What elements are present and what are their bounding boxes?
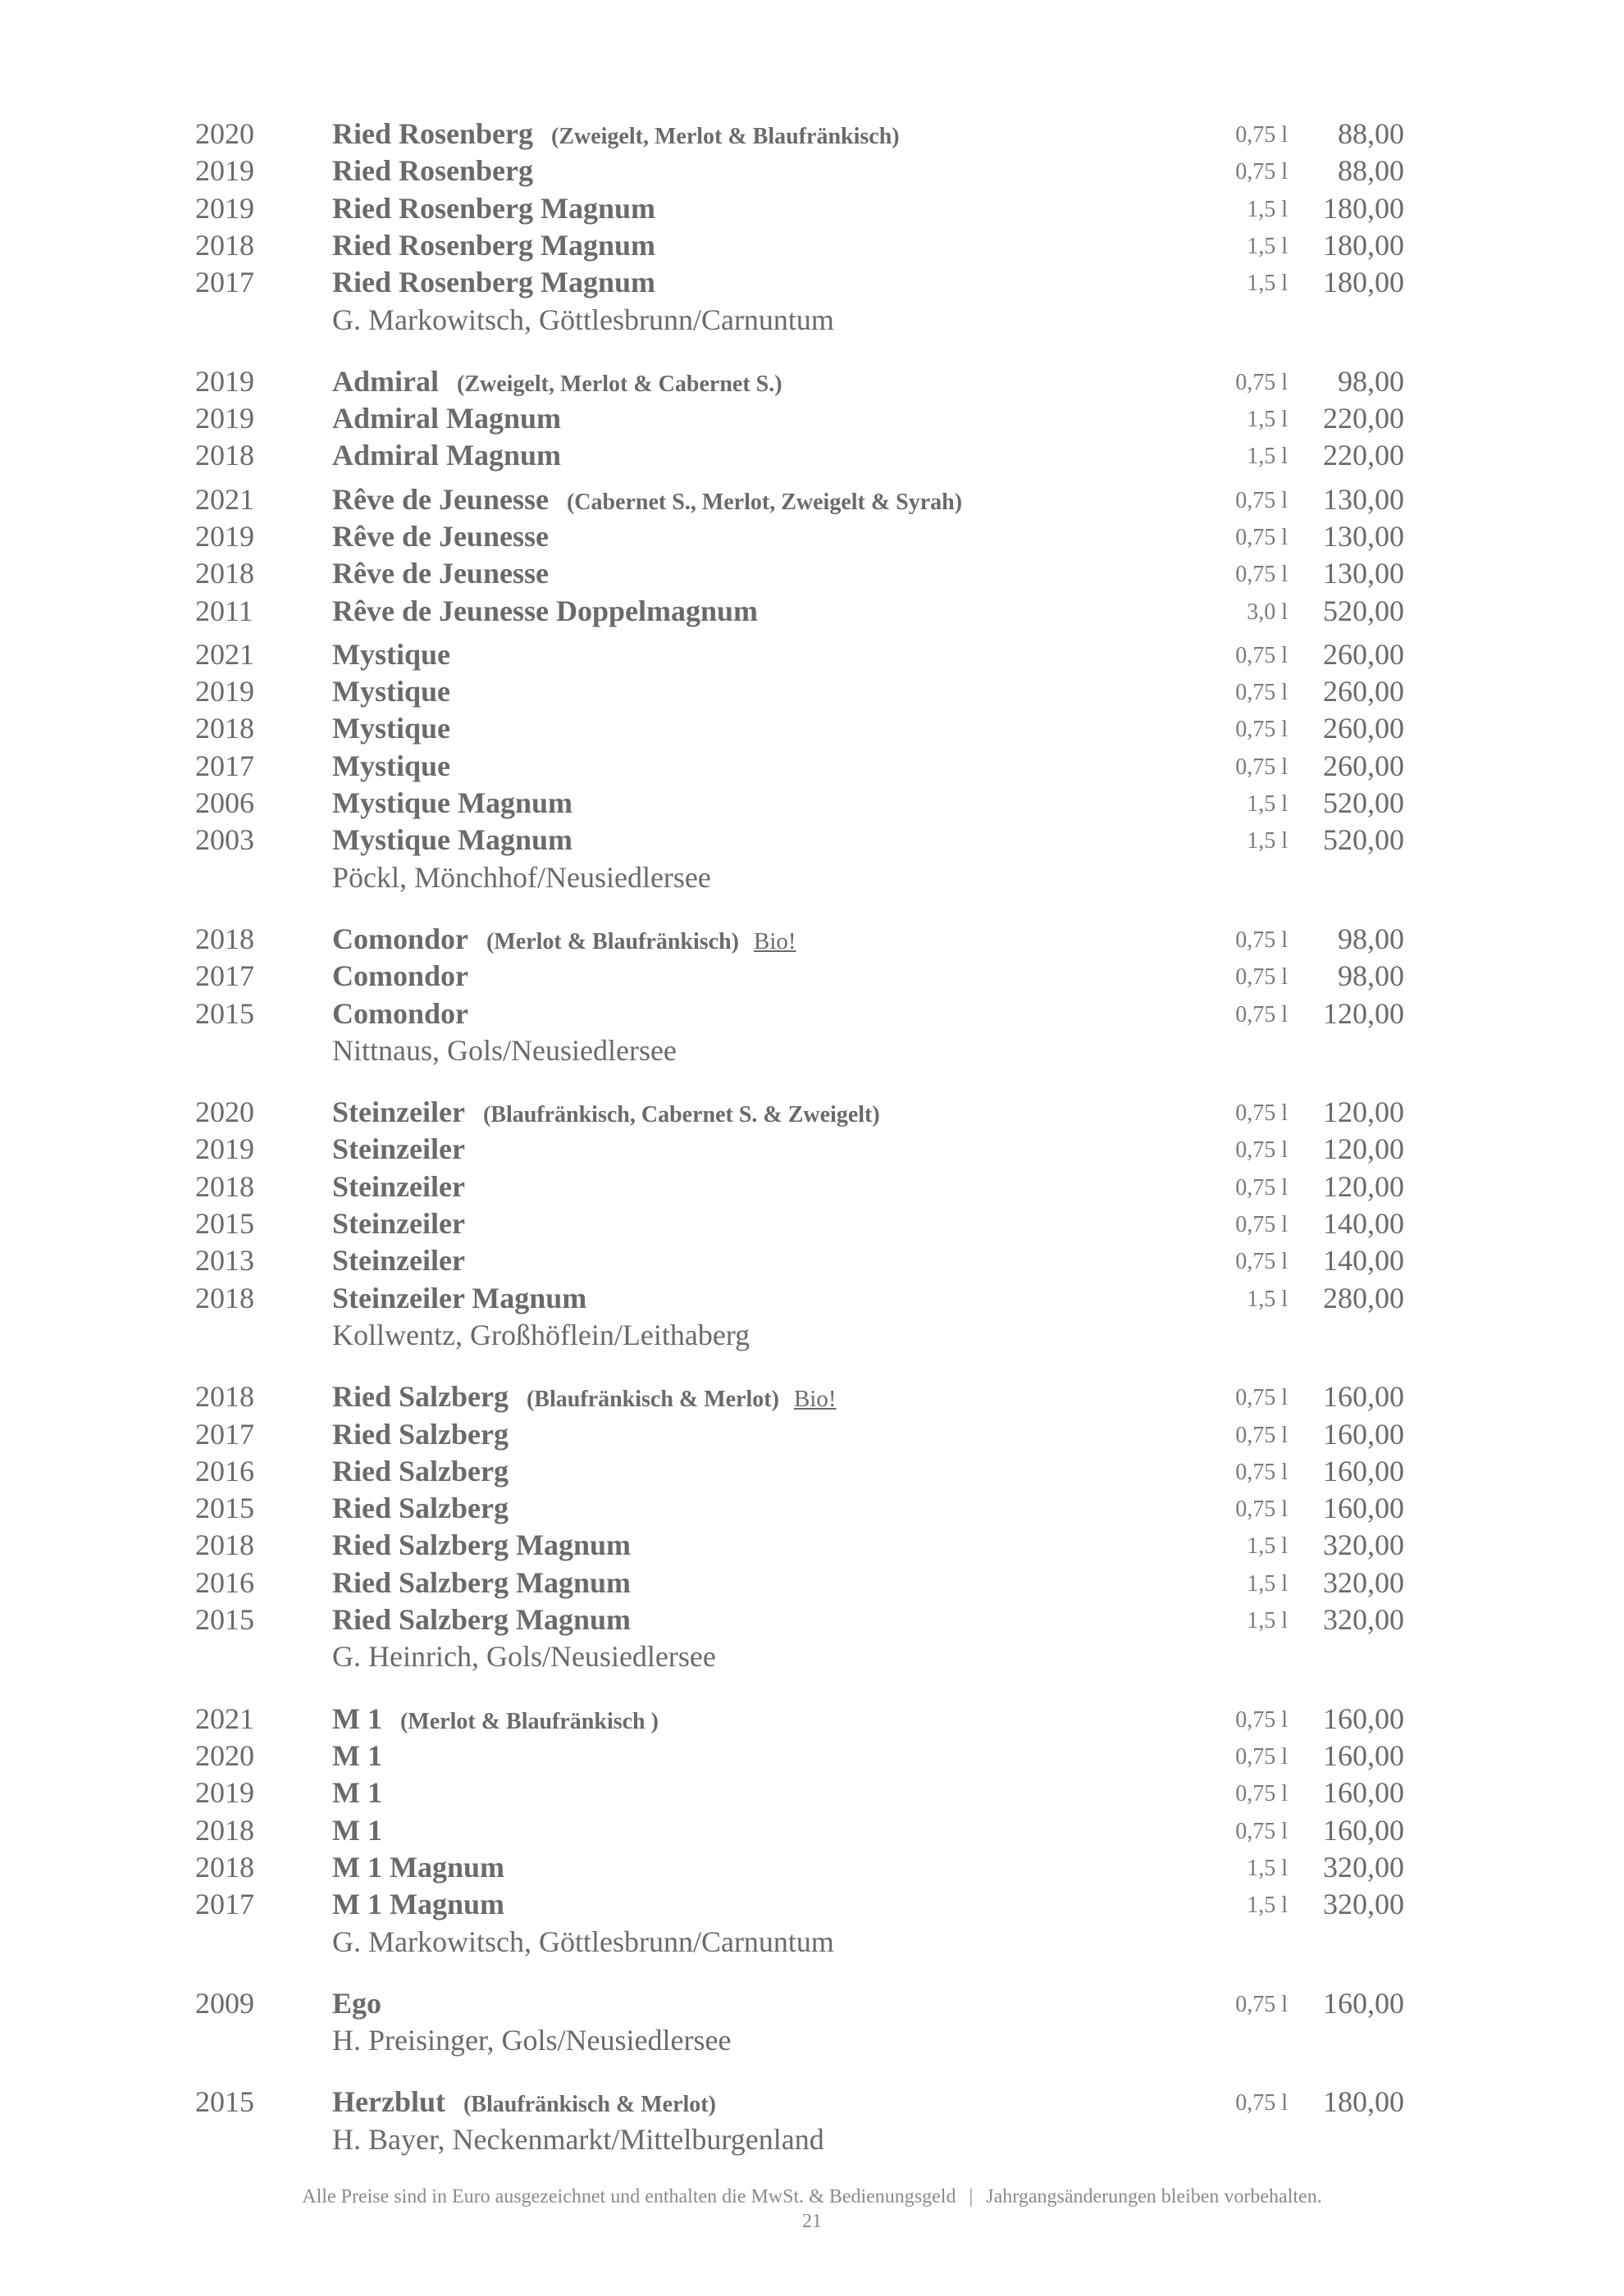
wine-name-cell: [332, 1984, 381, 2022]
wine-vintage: 2017: [195, 266, 254, 298]
wine-vintage: 2019: [195, 520, 254, 553]
wine-price: 160,00: [1323, 1380, 1404, 1413]
wine-price: 220,00: [1323, 402, 1404, 435]
wine-entry: [0, 1700, 1624, 1738]
wine-vintage: 2015: [195, 1603, 254, 1636]
wine-name-cell: [332, 1130, 465, 1168]
bottle-volume: 1,5 l: [1247, 234, 1288, 259]
bio-badge: Bio!: [753, 928, 796, 954]
wine-vintage: 2019: [195, 154, 254, 187]
wine-name-cell: [332, 1415, 509, 1453]
wine-vintage: 2015: [195, 1207, 254, 1240]
wine-name: Rêve de Jeunesse Doppelmagnum: [332, 594, 758, 627]
grape-varieties: (Merlot & Blaufränkisch): [486, 929, 739, 954]
wine-name: Ried Salzberg Magnum: [332, 1528, 631, 1561]
wine-entry: [0, 1205, 1624, 1242]
bottle-volume: 1,5 l: [1247, 197, 1288, 222]
bottle-volume: 0,75 l: [1235, 680, 1288, 705]
wine-name-cell: [332, 481, 962, 522]
bottle-volume: 0,75 l: [1235, 1175, 1288, 1200]
wine-vintage: 2018: [195, 439, 254, 472]
wine-vintage: 2003: [195, 823, 254, 856]
bottle-volume: 0,75 l: [1235, 1707, 1288, 1733]
bottle-volume: 0,75 l: [1235, 1496, 1288, 1522]
wine-vintage: 2018: [195, 1814, 254, 1847]
wine-entry: [0, 1984, 1624, 2022]
wine-price: 98,00: [1338, 959, 1404, 992]
wine-price: 260,00: [1323, 712, 1404, 745]
bottle-volume: 0,75 l: [1235, 1002, 1288, 1027]
wine-vintage: 2019: [195, 365, 254, 398]
wine-name: Ego: [332, 1987, 382, 2020]
wine-name: Steinzeiler: [332, 1132, 465, 1165]
wine-price: 88,00: [1338, 117, 1404, 150]
bottle-volume: 0,75 l: [1235, 643, 1288, 668]
wine-entry: [0, 1130, 1624, 1168]
wine-vintage: 2009: [195, 1987, 254, 2020]
wine-entry: [0, 517, 1624, 555]
bottle-volume: 0,75 l: [1235, 122, 1288, 148]
wine-name-cell: [332, 554, 549, 592]
wine-vintage: 2006: [195, 786, 254, 819]
wine-name-cell: [332, 1452, 509, 1490]
bottle-volume: 0,75 l: [1235, 1744, 1288, 1770]
grape-varieties: (Cabernet S., Merlot, Zweigelt & Syrah): [566, 490, 963, 515]
wine-price: 320,00: [1323, 1851, 1404, 1884]
wine-vintage: 2016: [195, 1566, 254, 1599]
wine-name: Ried Rosenberg Magnum: [332, 266, 655, 298]
bottle-volume: 0,75 l: [1235, 370, 1288, 395]
wine-name-cell: [332, 1279, 586, 1317]
wine-name: M 1 Magnum: [332, 1888, 504, 1920]
wine-price: 120,00: [1323, 1132, 1404, 1165]
wine-price: 160,00: [1323, 1702, 1404, 1735]
wine-entry: [0, 1774, 1624, 1811]
wine-name: Mystique: [332, 675, 450, 708]
wine-name: Ried Salzberg: [332, 1380, 509, 1413]
wine-price: 98,00: [1338, 922, 1404, 955]
wine-name-cell: [332, 1564, 631, 1601]
wine-price: 260,00: [1323, 749, 1404, 782]
producer-line: G. Markowitsch, Göttlesbrunn/Carnuntum: [332, 1925, 834, 1958]
wine-price: 320,00: [1323, 1566, 1404, 1599]
grape-varieties: (Blaufränkisch & Merlot): [526, 1387, 779, 1412]
wine-name-cell: [332, 957, 468, 995]
bottle-volume: 1,5 l: [1247, 791, 1288, 817]
bottle-volume: 0,75 l: [1235, 1781, 1288, 1806]
wine-name: Ried Salzberg Magnum: [332, 1603, 631, 1636]
wine-price: 260,00: [1323, 675, 1404, 708]
wine-name: Ried Salzberg: [332, 1455, 509, 1487]
wine-price: 320,00: [1323, 1603, 1404, 1636]
wine-vintage: 2017: [195, 959, 254, 992]
wine-name: M 1: [332, 1702, 382, 1735]
wine-name-cell: [332, 636, 450, 673]
wine-name: Mystique: [332, 638, 450, 671]
wine-entry: [0, 1601, 1624, 1638]
wine-name: Mystique Magnum: [332, 786, 573, 819]
wine-entry: [0, 784, 1624, 822]
wine-price: 130,00: [1323, 520, 1404, 553]
footer-disclaimer: [0, 2184, 1624, 2209]
wine-price: 140,00: [1323, 1244, 1404, 1277]
wine-vintage: 2017: [195, 749, 254, 782]
bottle-volume: 0,75 l: [1235, 1423, 1288, 1448]
wine-price: 120,00: [1323, 997, 1404, 1030]
wine-price: 180,00: [1323, 192, 1404, 225]
wine-name: Steinzeiler: [332, 1096, 465, 1128]
wine-name: Steinzeiler: [332, 1244, 465, 1277]
bottle-volume: 0,75 l: [1235, 1212, 1288, 1237]
wine-entry: [0, 672, 1624, 710]
wine-name: M 1: [332, 1776, 382, 1809]
wine-name-cell: [332, 2083, 716, 2124]
wine-entry: [0, 1241, 1624, 1279]
wine-entry: [0, 1093, 1624, 1131]
wine-entry: [0, 709, 1624, 747]
producer-line: Pöckl, Mönchhof/Neusiedlersee: [332, 861, 711, 894]
wine-name: Steinzeiler Magnum: [332, 1282, 587, 1314]
wine-price: 280,00: [1323, 1282, 1404, 1314]
bottle-volume: 0,75 l: [1235, 1137, 1288, 1163]
wine-vintage: 2018: [195, 557, 254, 590]
bottle-volume: 0,75 l: [1235, 1385, 1288, 1410]
producer-line: H. Bayer, Neckenmarkt/Mittelburgenland: [332, 2123, 824, 2156]
wine-vintage: 2021: [195, 1702, 254, 1735]
wine-name-cell: [332, 1241, 465, 1279]
wine-price: 160,00: [1323, 1492, 1404, 1524]
wine-name-cell: [332, 1489, 509, 1527]
bottle-volume: 1,5 l: [1247, 407, 1288, 432]
wine-name-cell: [332, 747, 450, 785]
producer-line: G. Markowitsch, Göttlesbrunn/Carnuntum: [332, 303, 834, 336]
wine-entry: [0, 592, 1624, 630]
wine-price: 98,00: [1338, 365, 1404, 398]
wine-vintage: 2020: [195, 117, 254, 150]
bottle-volume: 1,5 l: [1247, 444, 1288, 469]
bottle-volume: 1,5 l: [1247, 1287, 1288, 1312]
wine-price: 180,00: [1323, 266, 1404, 298]
grape-varieties: (Zweigelt, Merlot & Blaufränkisch): [551, 124, 900, 149]
wine-price: 160,00: [1323, 1776, 1404, 1809]
wine-entry: [0, 1811, 1624, 1849]
wine-entry: [0, 1737, 1624, 1774]
wine-price: 520,00: [1323, 594, 1404, 627]
bottle-volume: 3,0 l: [1247, 599, 1288, 625]
wine-name: Comondor: [332, 997, 469, 1030]
wine-name-cell: [332, 1168, 465, 1205]
wine-entry: [0, 747, 1624, 785]
wine-vintage: 2017: [195, 1888, 254, 1920]
wine-name: Comondor: [332, 959, 469, 992]
wine-entry: [0, 115, 1624, 153]
wine-vintage: 2019: [195, 1776, 254, 1809]
wine-name-cell: [332, 1774, 382, 1811]
grape-varieties: (Merlot & Blaufränkisch ): [399, 1709, 659, 1734]
wine-entry: [0, 554, 1624, 592]
wine-price: 160,00: [1323, 1814, 1404, 1847]
wine-name: Comondor: [332, 922, 469, 955]
wine-name-cell: [332, 1205, 465, 1242]
bottle-volume: 0,75 l: [1235, 1249, 1288, 1274]
wine-name: Admiral: [332, 365, 439, 398]
wine-name: Ried Rosenberg Magnum: [332, 192, 655, 225]
wine-entry: [0, 399, 1624, 437]
wine-price: 520,00: [1323, 786, 1404, 819]
wine-vintage: 2019: [195, 675, 254, 708]
wine-entry: [0, 362, 1624, 400]
wine-entry: [0, 152, 1624, 189]
wine-name-cell: [332, 1885, 504, 1923]
wine-price: 220,00: [1323, 439, 1404, 472]
wine-price: 130,00: [1323, 483, 1404, 516]
wine-price: 160,00: [1323, 1987, 1404, 2020]
wine-name-cell: [332, 226, 655, 264]
wine-name: M 1: [332, 1739, 382, 1772]
bottle-volume: 1,5 l: [1247, 271, 1288, 296]
wine-entry: [0, 1279, 1624, 1317]
footer-separator: |: [969, 2186, 974, 2207]
wine-name: Admiral Magnum: [332, 402, 561, 435]
wine-entry: [0, 636, 1624, 673]
wine-name-cell: [332, 821, 573, 859]
grape-varieties: (Blaufränkisch & Merlot): [463, 2092, 716, 2117]
wine-name-cell: [332, 1700, 659, 1741]
wine-name-cell: [332, 1848, 504, 1886]
wine-name-cell: [332, 592, 758, 630]
wine-name: Mystique: [332, 749, 450, 782]
wine-name: Mystique: [332, 712, 450, 745]
footer-price-note: Alle Preise sind in Euro ausgezeichnet und enthalten die MwSt. & Bedienungsgeld: [302, 2186, 956, 2207]
bottle-volume: 1,5 l: [1247, 1856, 1288, 1881]
wine-name-cell: [332, 152, 533, 189]
wine-vintage: 2015: [195, 2085, 254, 2118]
wine-price: 130,00: [1323, 557, 1404, 590]
wine-entry: [0, 263, 1624, 301]
wine-vintage: 2018: [195, 1282, 254, 1314]
wine-vintage: 2018: [195, 1380, 254, 1413]
wine-name: Herzblut: [332, 2085, 445, 2118]
producer-line: Kollwentz, Großhöflein/Leithaberg: [332, 1319, 750, 1351]
wine-price: 88,00: [1338, 154, 1404, 187]
wine-name: Ried Salzberg Magnum: [332, 1566, 631, 1599]
bottle-volume: 0,75 l: [1235, 2090, 1288, 2116]
wine-name: Rêve de Jeunesse: [332, 557, 549, 590]
bottle-volume: 1,5 l: [1247, 828, 1288, 854]
wine-vintage: 2018: [195, 1528, 254, 1561]
wine-name-cell: [332, 1093, 880, 1134]
wine-vintage: 2021: [195, 638, 254, 671]
bottle-volume: 0,75 l: [1235, 1819, 1288, 1844]
wine-name-cell: [332, 672, 450, 710]
wine-vintage: 2017: [195, 1418, 254, 1451]
wine-entry: [0, 995, 1624, 1032]
bottle-volume: 0,75 l: [1235, 488, 1288, 513]
bottle-volume: 0,75 l: [1235, 1992, 1288, 2017]
producer-line: Nittnaus, Gols/Neusiedlersee: [332, 1034, 677, 1067]
producer-line: H. Preisinger, Gols/Neusiedlersee: [332, 2024, 732, 2057]
wine-name-cell: [332, 1526, 631, 1564]
wine-vintage: 2018: [195, 712, 254, 745]
wine-price: 260,00: [1323, 638, 1404, 671]
wine-price: 160,00: [1323, 1418, 1404, 1451]
producer-line: G. Heinrich, Gols/Neusiedlersee: [332, 1640, 716, 1673]
wine-price: 520,00: [1323, 823, 1404, 856]
wine-price: 120,00: [1323, 1096, 1404, 1128]
wine-name-cell: [332, 517, 549, 555]
wine-name-cell: [332, 189, 655, 227]
footer-vintage-note: Jahrgangsänderungen bleiben vorbehalten.: [986, 2186, 1322, 2207]
wine-vintage: 2013: [195, 1244, 254, 1277]
wine-vintage: 2018: [195, 922, 254, 955]
bottle-volume: 0,75 l: [1235, 927, 1288, 953]
bottle-volume: 0,75 l: [1235, 525, 1288, 550]
bottle-volume: 0,75 l: [1235, 1460, 1288, 1485]
wine-price: 160,00: [1323, 1455, 1404, 1487]
wine-entry: [0, 821, 1624, 859]
wine-name: Admiral Magnum: [332, 439, 561, 472]
wine-name-cell: [332, 436, 561, 474]
wine-name-cell: [332, 709, 450, 747]
wine-vintage: 2015: [195, 997, 254, 1030]
bottle-volume: 1,5 l: [1247, 1571, 1288, 1597]
wine-entry: [0, 1168, 1624, 1205]
wine-price: 120,00: [1323, 1170, 1404, 1203]
wine-name: Ried Rosenberg: [332, 154, 533, 187]
wine-price: 140,00: [1323, 1207, 1404, 1240]
wine-name-cell: [332, 399, 561, 437]
bottle-volume: 0,75 l: [1235, 159, 1288, 184]
wine-entry: [0, 1452, 1624, 1490]
wine-entry: [0, 2083, 1624, 2121]
wine-price: 160,00: [1323, 1739, 1404, 1772]
bottle-volume: 0,75 l: [1235, 562, 1288, 587]
wine-name: Rêve de Jeunesse: [332, 520, 549, 553]
wine-entry: [0, 226, 1624, 264]
wine-vintage: 2016: [195, 1455, 254, 1487]
wine-vintage: 2011: [195, 594, 253, 627]
wine-name: Steinzeiler: [332, 1207, 465, 1240]
grape-varieties: (Zweigelt, Merlot & Cabernet S.): [457, 371, 782, 397]
wine-name-cell: [332, 784, 573, 822]
wine-name: Mystique Magnum: [332, 823, 573, 856]
wine-name-cell: [332, 1811, 382, 1849]
wine-vintage: 2018: [195, 229, 254, 262]
bottle-volume: 0,75 l: [1235, 754, 1288, 780]
page-number: 21: [802, 2211, 822, 2232]
wine-price: 180,00: [1323, 2085, 1404, 2118]
wine-name-cell: [332, 920, 796, 961]
wine-vintage: 2020: [195, 1739, 254, 1772]
grape-varieties: (Blaufränkisch, Cabernet S. & Zweigelt): [482, 1102, 880, 1128]
bottle-volume: 1,5 l: [1247, 1893, 1288, 1918]
wine-entry: [0, 1564, 1624, 1601]
wine-vintage: 2019: [195, 192, 254, 225]
bottle-volume: 1,5 l: [1247, 1608, 1288, 1633]
wine-entry: [0, 1848, 1624, 1886]
bottle-volume: 0,75 l: [1235, 964, 1288, 990]
wine-name: M 1 Magnum: [332, 1851, 504, 1884]
wine-entry: [0, 481, 1624, 518]
wine-name: Ried Rosenberg Magnum: [332, 229, 655, 262]
wine-name-cell: [332, 1378, 837, 1419]
wine-entry: [0, 189, 1624, 227]
wine-name: Ried Rosenberg: [332, 117, 533, 150]
wine-entry: [0, 1378, 1624, 1415]
wine-vintage: 2018: [195, 1170, 254, 1203]
wine-price: 320,00: [1323, 1888, 1404, 1920]
wine-name: Rêve de Jeunesse: [332, 483, 549, 516]
wine-entry: [0, 1415, 1624, 1453]
wine-entry: [0, 920, 1624, 958]
wine-name: Ried Salzberg: [332, 1492, 509, 1524]
wine-name-cell: [332, 362, 782, 403]
wine-vintage: 2019: [195, 1132, 254, 1165]
wine-entry: [0, 1885, 1624, 1923]
wine-price: 180,00: [1323, 229, 1404, 262]
wine-vintage: 2021: [195, 483, 254, 516]
wine-name-cell: [332, 115, 900, 156]
wine-name-cell: [332, 1601, 631, 1638]
bottle-volume: 1,5 l: [1247, 1533, 1288, 1559]
wine-name: Ried Salzberg: [332, 1418, 509, 1451]
bio-badge: Bio!: [793, 1386, 837, 1412]
bottle-volume: 0,75 l: [1235, 717, 1288, 742]
wine-price: 320,00: [1323, 1528, 1404, 1561]
wine-vintage: 2015: [195, 1492, 254, 1524]
wine-name-cell: [332, 263, 655, 301]
wine-name-cell: [332, 1737, 382, 1774]
wine-name: M 1: [332, 1814, 382, 1847]
wine-entry: [0, 1526, 1624, 1564]
wine-name: Steinzeiler: [332, 1170, 465, 1203]
wine-vintage: 2020: [195, 1096, 254, 1128]
wine-vintage: 2019: [195, 402, 254, 435]
wine-entry: [0, 436, 1624, 474]
wine-entry: [0, 1489, 1624, 1527]
wine-name-cell: [332, 995, 468, 1032]
wine-vintage: 2018: [195, 1851, 254, 1884]
bottle-volume: 0,75 l: [1235, 1100, 1288, 1126]
wine-entry: [0, 957, 1624, 995]
